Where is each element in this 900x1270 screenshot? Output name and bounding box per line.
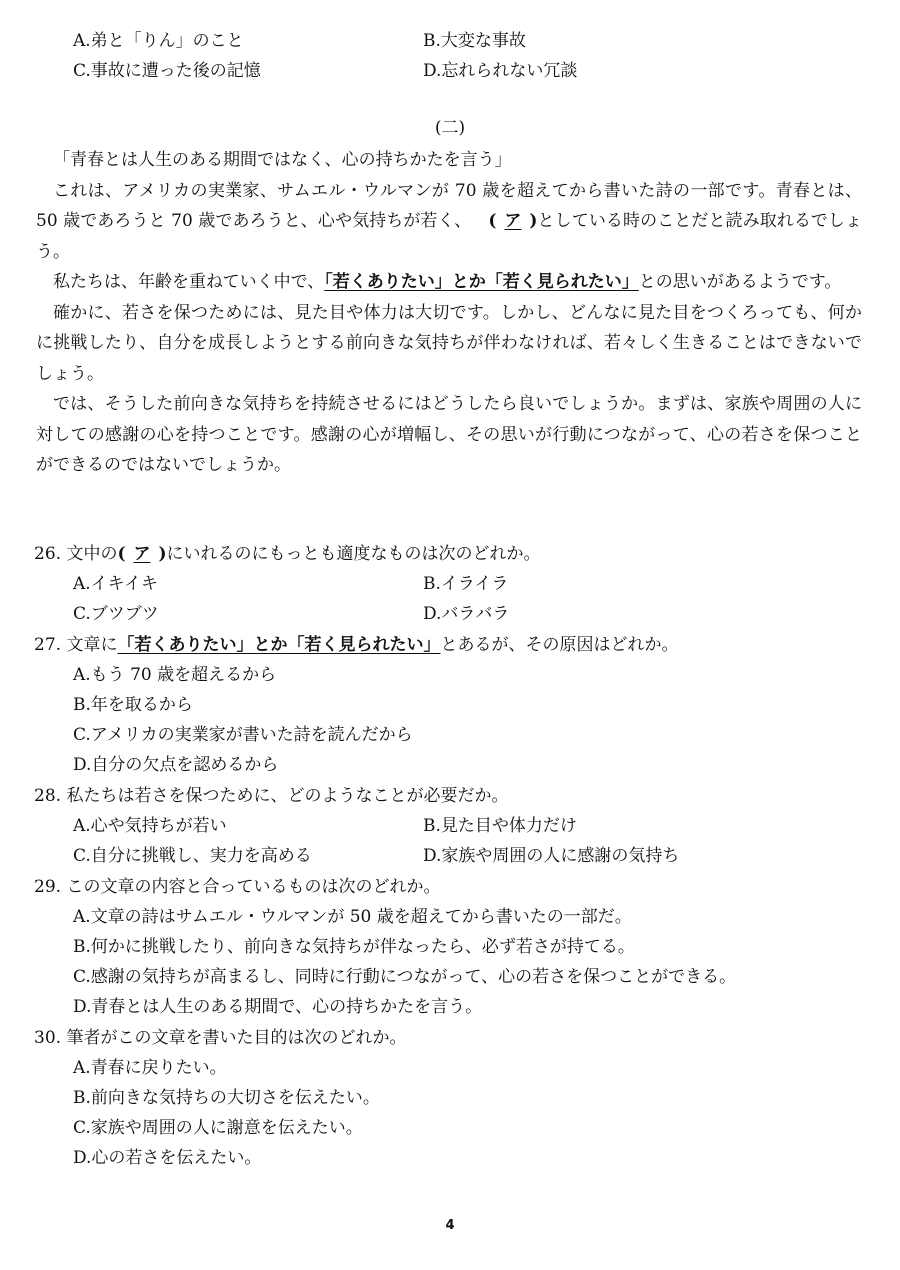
passage-paragraph-2 [36,267,862,298]
underlined-phrase: 「若くありたい」とか「若く見られたい」 [324,272,639,292]
prev-option-d: D.忘れられない冗談 [423,61,578,81]
q29-option-b[interactable]: B.何かに挑戦したり、前向きな気持ちが伴なったら、必ず若さが持てる。 [73,937,635,957]
passage-p1-text-b: としている時のことだと読み取れるでしょう。 [36,211,862,262]
q27-option-a[interactable]: A.もう 70 歳を超えるから [73,665,277,685]
blank-mark: ア [133,544,151,564]
blank-close: ) [529,211,538,231]
question-27 [34,630,678,660]
blank-mark: ア [504,211,522,231]
q29-option-c[interactable]: C.感謝の気持ちが高まるし、同時に行動につながって、心の若さを保つことができる。 [73,967,737,987]
passage-p2-text-b: との思いがあるようです。 [638,272,842,292]
passage-paragraph-4: では、そうした前向きな気持ちを持続させるにはどうしたら良いでしょうか。まずは、家族や周囲の人に対しての感謝の心を持つことです。感謝の心が増幅し、その思いが行動につながって、心の若さを保つことができるのではないでしょうか。 [36,394,862,475]
prev-option-c: C.事故に遭った後の記憶 [73,61,261,81]
question-29: 29. この文章の内容と合っているものは次のどれか。 [34,877,441,897]
prev-option-a: A.弟と「りん」のこと [73,31,244,51]
question-26-text-a: 26. 文中の [34,544,118,564]
question-30: 30. 筆者がこの文章を書いた目的は次のどれか。 [34,1028,407,1048]
question-27-text-a: 27. 文章に [34,635,118,655]
passage-p2-text-a: 私たちは、年齢を重ねていく中で、 [53,272,325,292]
q29-option-a[interactable]: A.文章の詩はサムエル・ウルマンが 50 歳を超えてから書いたの一部だ。 [73,907,632,927]
prev-option-b: B.大変な事故 [423,31,526,51]
q27-option-b[interactable]: B.年を取るから [73,695,193,715]
q26-option-a[interactable]: A.イキイキ [73,574,159,594]
page-number: 4 [445,1218,455,1233]
passage-p1-text-a: これは、アメリカの実業家、サムエル・ウルマンが 70 歳を超えてから書いた詩の一部です。青春とは、50 歳であろうと 70 歳であろうと、心や気持ちが若く、 [36,180,862,231]
q26-option-d[interactable]: D.バラバラ [423,604,510,624]
blank-a-ref [117,539,166,569]
blank-a [471,206,537,237]
q30-option-d[interactable]: D.心の若さを伝えたい。 [73,1148,262,1168]
passage-paragraph-1 [36,176,862,268]
q28-option-d[interactable]: D.家族や周囲の人に感謝の気持ち [423,846,680,866]
reading-passage [36,145,862,481]
q30-option-a[interactable]: A.青春に戻りたい。 [73,1058,227,1078]
question-26-text-b: にいれるのにもっとも適度なものは次のどれか。 [166,544,541,564]
question-26 [34,539,541,569]
passage-quote: 「青春とは人生のある期間ではなく、心の持ちかたを言う」 [53,150,512,170]
q28-option-b[interactable]: B.見た目や体力だけ [423,816,577,836]
q26-option-b[interactable]: B.イライラ [423,574,509,594]
q27-option-d[interactable]: D.自分の欠点を認めるから [73,755,279,775]
question-28: 28. 私たちは若さを保つために、どのようなことが必要だか。 [34,786,509,806]
passage-paragraph-3: 確かに、若さを保つためには、見た目や体力は大切です。しかし、どんなに見た目をつくろっても、何かに挑戦したり、自分を成長しようとする前向きな気持ちが伴わなければ、若々しく生きることはできないでしょう。 [36,302,862,384]
q30-option-c[interactable]: C.家族や周囲の人に謝意を伝えたい。 [73,1118,363,1138]
section-title: (二) [434,118,466,138]
q27-option-c[interactable]: C.アメリカの実業家が書いた詩を読んだから [73,725,413,745]
q30-option-b[interactable]: B.前向きな気持ちの大切さを伝えたい。 [73,1088,380,1108]
q26-option-c[interactable]: C.ブツブツ [73,604,159,624]
q28-option-a[interactable]: A.心や気持ちが若い [73,816,227,836]
blank-close: ) [158,544,167,564]
blank-open: ( [488,211,497,231]
q28-option-c[interactable]: C.自分に挑戦し、実力を高める [73,846,312,866]
question-27-text-b: とあるが、その原因はどれか。 [440,635,679,655]
underlined-phrase: 「若くありたい」とか「若く見られたい」 [117,635,441,655]
q29-option-d[interactable]: D.青春とは人生のある期間で、心の持ちかたを言う。 [73,997,483,1017]
blank-open: ( [117,544,126,564]
